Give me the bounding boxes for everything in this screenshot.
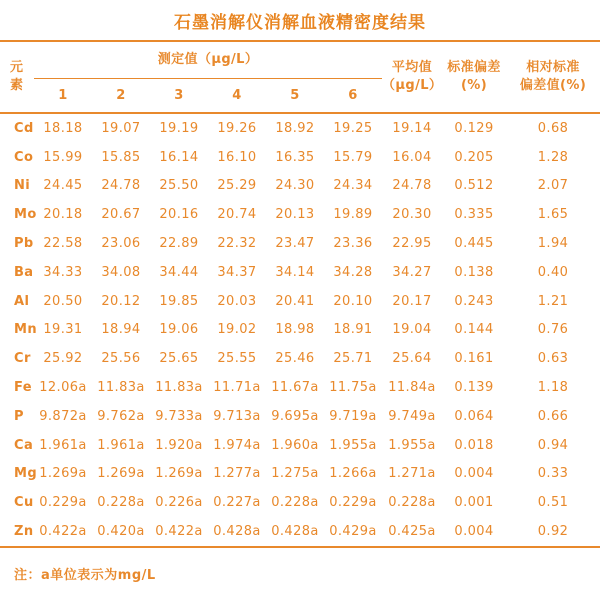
measured-value-5: 18.98	[275, 322, 315, 338]
table-row	[0, 172, 600, 201]
measured-value-1: 22.58	[43, 236, 83, 252]
sd-value: 0.138	[454, 264, 494, 280]
measured-value-2: 1.961a	[97, 437, 145, 453]
measured-value-2: 1.269a	[97, 466, 145, 482]
col-header-rsd	[506, 41, 600, 113]
sd-value: 0.335	[454, 207, 494, 223]
measured-value-2: 23.06	[101, 236, 141, 252]
measured-value-2: 9.762a	[97, 408, 145, 424]
measured-value-5: 0.428a	[271, 524, 319, 540]
element-symbol: Co	[14, 149, 34, 165]
element-symbol: Ni	[14, 178, 31, 194]
table-row	[0, 402, 600, 431]
measured-value-5: 23.47	[275, 236, 315, 252]
col-header-rsd-line1: 相对标准	[526, 60, 580, 76]
measured-value-6: 0.429a	[329, 524, 377, 540]
measured-value-3: 19.19	[159, 120, 199, 136]
rsd-value: 1.65	[537, 207, 569, 223]
measured-value-4: 19.26	[217, 120, 257, 136]
sd-value: 0.018	[454, 437, 494, 453]
measured-value-1: 19.31	[43, 322, 83, 338]
measured-value-5: 11.67a	[271, 380, 319, 396]
rsd-value: 0.66	[537, 408, 569, 424]
measured-value-2: 20.67	[101, 207, 141, 223]
measured-value-2: 0.228a	[97, 495, 145, 511]
table-row	[0, 200, 600, 229]
measured-value-5: 25.46	[275, 351, 315, 367]
measured-value-3: 25.50	[159, 178, 199, 194]
element-symbol: Cu	[14, 495, 34, 511]
mean-value: 24.78	[392, 178, 432, 194]
measured-value-1: 20.50	[43, 293, 83, 309]
measured-value-6: 24.34	[333, 178, 373, 194]
rsd-value: 1.21	[537, 293, 569, 309]
measured-value-6: 20.10	[333, 293, 373, 309]
table-row	[0, 488, 600, 517]
measured-value-4: 20.03	[217, 293, 257, 309]
measured-value-1: 1.269a	[39, 466, 87, 482]
table-row	[0, 431, 600, 460]
measured-value-1: 0.229a	[39, 495, 87, 511]
measured-value-5: 9.695a	[271, 408, 319, 424]
measured-value-6: 0.229a	[329, 495, 377, 511]
measured-value-5: 34.14	[275, 264, 315, 280]
measured-value-1: 18.18	[43, 120, 83, 136]
measured-value-5: 0.228a	[271, 495, 319, 511]
measured-value-4: 34.37	[217, 264, 257, 280]
measured-value-6: 15.79	[333, 149, 373, 165]
rsd-value: 1.94	[537, 236, 569, 252]
mean-value: 19.14	[392, 120, 432, 136]
sd-value: 0.139	[454, 380, 494, 396]
measured-value-1: 1.961a	[39, 437, 87, 453]
element-symbol: Zn	[14, 524, 34, 540]
table-row	[0, 143, 600, 172]
col-header-measured: 测定值（μg/L）	[34, 41, 382, 79]
measured-value-1: 15.99	[43, 149, 83, 165]
table-row	[0, 229, 600, 258]
measured-value-1: 25.92	[43, 351, 83, 367]
measured-value-3: 19.85	[159, 293, 199, 309]
sd-value: 0.445	[454, 236, 494, 252]
rsd-value: 0.92	[537, 524, 569, 540]
sd-value: 0.004	[454, 524, 494, 540]
col-header-sd-line1: 标准偏差	[447, 60, 501, 76]
measured-value-2: 25.56	[101, 351, 141, 367]
rsd-value: 0.63	[537, 351, 569, 367]
measured-value-2: 0.420a	[97, 524, 145, 540]
measured-value-4: 0.227a	[213, 495, 261, 511]
table-row	[0, 316, 600, 345]
measured-value-1: 20.18	[43, 207, 83, 223]
element-symbol: Fe	[14, 380, 32, 396]
measured-value-5: 16.35	[275, 149, 315, 165]
measured-value-3: 9.733a	[155, 408, 203, 424]
sd-value: 0.129	[454, 120, 494, 136]
sd-value: 0.001	[454, 495, 494, 511]
mean-value: 25.64	[392, 351, 432, 367]
col-header-rsd-line2: 偏差值(%)	[519, 78, 587, 93]
measured-value-3: 11.83a	[155, 380, 203, 396]
page-title: 石墨消解仪消解血液精密度结果	[174, 12, 426, 33]
measured-value-1: 12.06a	[39, 380, 87, 396]
measured-value-2: 34.08	[101, 264, 141, 280]
element-symbol: Mo	[14, 207, 37, 223]
measured-value-3: 19.06	[159, 322, 199, 338]
run-index-2: 2	[116, 87, 126, 103]
mean-value: 16.04	[392, 149, 432, 165]
col-header-sd	[442, 41, 506, 113]
measured-value-5: 20.13	[275, 207, 315, 223]
measured-value-3: 0.226a	[155, 495, 203, 511]
measured-value-3: 20.16	[159, 207, 199, 223]
measured-value-3: 34.44	[159, 264, 199, 280]
col-header-mean	[382, 41, 442, 113]
measured-value-6: 19.25	[333, 120, 373, 136]
mean-value: 11.84a	[388, 380, 436, 396]
rsd-value: 0.40	[537, 264, 569, 280]
rsd-value: 0.68	[537, 120, 569, 136]
measured-value-4: 16.10	[217, 149, 257, 165]
measured-value-3: 22.89	[159, 236, 199, 252]
measured-value-4: 1.277a	[213, 466, 261, 482]
run-index-4: 4	[232, 87, 242, 103]
rsd-value: 0.51	[537, 495, 569, 511]
element-symbol: Ca	[14, 437, 34, 453]
measured-value-1: 0.422a	[39, 524, 87, 540]
measured-value-6: 23.36	[333, 236, 373, 252]
measured-value-4: 9.713a	[213, 408, 261, 424]
measured-value-2: 18.94	[101, 322, 141, 338]
mean-value: 1.271a	[388, 466, 436, 482]
measured-value-5: 1.960a	[271, 437, 319, 453]
mean-value: 0.228a	[388, 495, 436, 511]
measured-value-2: 19.07	[101, 120, 141, 136]
measured-value-2: 11.83a	[97, 380, 145, 396]
measured-value-6: 11.75a	[329, 380, 377, 396]
rsd-value: 0.33	[537, 466, 569, 482]
measured-value-1: 9.872a	[39, 408, 87, 424]
mean-value: 22.95	[392, 236, 432, 252]
rsd-value: 0.94	[537, 437, 569, 453]
element-symbol: Mg	[14, 466, 38, 482]
measured-value-6: 19.89	[333, 207, 373, 223]
measured-value-5: 1.275a	[271, 466, 319, 482]
measured-value-3: 25.65	[159, 351, 199, 367]
measured-value-6: 9.719a	[329, 408, 377, 424]
measured-value-5: 24.30	[275, 178, 315, 194]
measured-value-4: 0.428a	[213, 524, 261, 540]
mean-value: 34.27	[392, 264, 432, 280]
measured-value-3: 0.422a	[155, 524, 203, 540]
measured-value-3: 1.269a	[155, 466, 203, 482]
col-header-element: 元素	[10, 60, 24, 93]
table-row	[0, 113, 600, 143]
run-index-3: 3	[174, 87, 184, 103]
measured-value-6: 1.266a	[329, 466, 377, 482]
col-header-sd-line2: (%)	[460, 78, 488, 93]
rsd-value: 0.76	[537, 322, 569, 338]
measured-value-5: 18.92	[275, 120, 315, 136]
measured-value-1: 34.33	[43, 264, 83, 280]
precision-table	[0, 40, 600, 548]
table-row	[0, 258, 600, 287]
element-symbol: Cr	[14, 351, 31, 367]
footnote: 注：a单位表示为mg/L	[14, 567, 156, 583]
measured-value-5: 20.41	[275, 293, 315, 309]
measured-value-4: 22.32	[217, 236, 257, 252]
measured-value-4: 25.29	[217, 178, 257, 194]
element-symbol: Al	[14, 293, 30, 309]
col-header-mean-line2: （μg/L）	[382, 78, 443, 93]
col-header-mean-line1: 平均值	[391, 60, 433, 76]
sd-value: 0.512	[454, 178, 494, 194]
table-row	[0, 373, 600, 402]
measured-value-4: 11.71a	[213, 380, 261, 396]
mean-value: 20.30	[392, 207, 432, 223]
mean-value: 19.04	[392, 322, 432, 338]
mean-value: 0.425a	[388, 524, 436, 540]
measured-value-2: 24.78	[101, 178, 141, 194]
rsd-value: 1.28	[537, 149, 569, 165]
element-symbol: Mn	[14, 322, 37, 338]
table-row	[0, 344, 600, 373]
measured-value-1: 24.45	[43, 178, 83, 194]
sd-value: 0.004	[454, 466, 494, 482]
element-symbol: Pb	[14, 236, 34, 252]
mean-value: 20.17	[392, 293, 432, 309]
table-body	[0, 113, 600, 547]
run-index-6: 6	[348, 87, 358, 103]
measured-value-6: 1.955a	[329, 437, 377, 453]
sd-value: 0.161	[454, 351, 494, 367]
sd-value: 0.144	[454, 322, 494, 338]
mean-value: 9.749a	[388, 408, 436, 424]
run-index-5: 5	[290, 87, 300, 103]
run-index-1: 1	[58, 87, 68, 103]
sd-value: 0.243	[454, 293, 494, 309]
measured-value-2: 15.85	[101, 149, 141, 165]
table-header	[0, 41, 600, 113]
rsd-value: 1.18	[537, 380, 569, 396]
table-row	[0, 460, 600, 489]
table-row	[0, 517, 600, 547]
sd-value: 0.064	[454, 408, 494, 424]
measured-value-4: 25.55	[217, 351, 257, 367]
sd-value: 0.205	[454, 149, 494, 165]
measured-value-2: 20.12	[101, 293, 141, 309]
element-symbol: Ba	[14, 264, 34, 280]
measured-value-4: 1.974a	[213, 437, 261, 453]
mean-value: 1.955a	[388, 437, 436, 453]
measured-value-6: 18.91	[333, 322, 373, 338]
measured-value-6: 34.28	[333, 264, 373, 280]
measured-value-3: 1.920a	[155, 437, 203, 453]
measured-value-4: 19.02	[217, 322, 257, 338]
measured-value-4: 20.74	[217, 207, 257, 223]
element-symbol: P	[14, 408, 24, 424]
element-symbol: Cd	[14, 120, 34, 136]
rsd-value: 2.07	[537, 178, 569, 194]
measured-value-6: 25.71	[333, 351, 373, 367]
measured-value-3: 16.14	[159, 149, 199, 165]
table-row	[0, 287, 600, 316]
